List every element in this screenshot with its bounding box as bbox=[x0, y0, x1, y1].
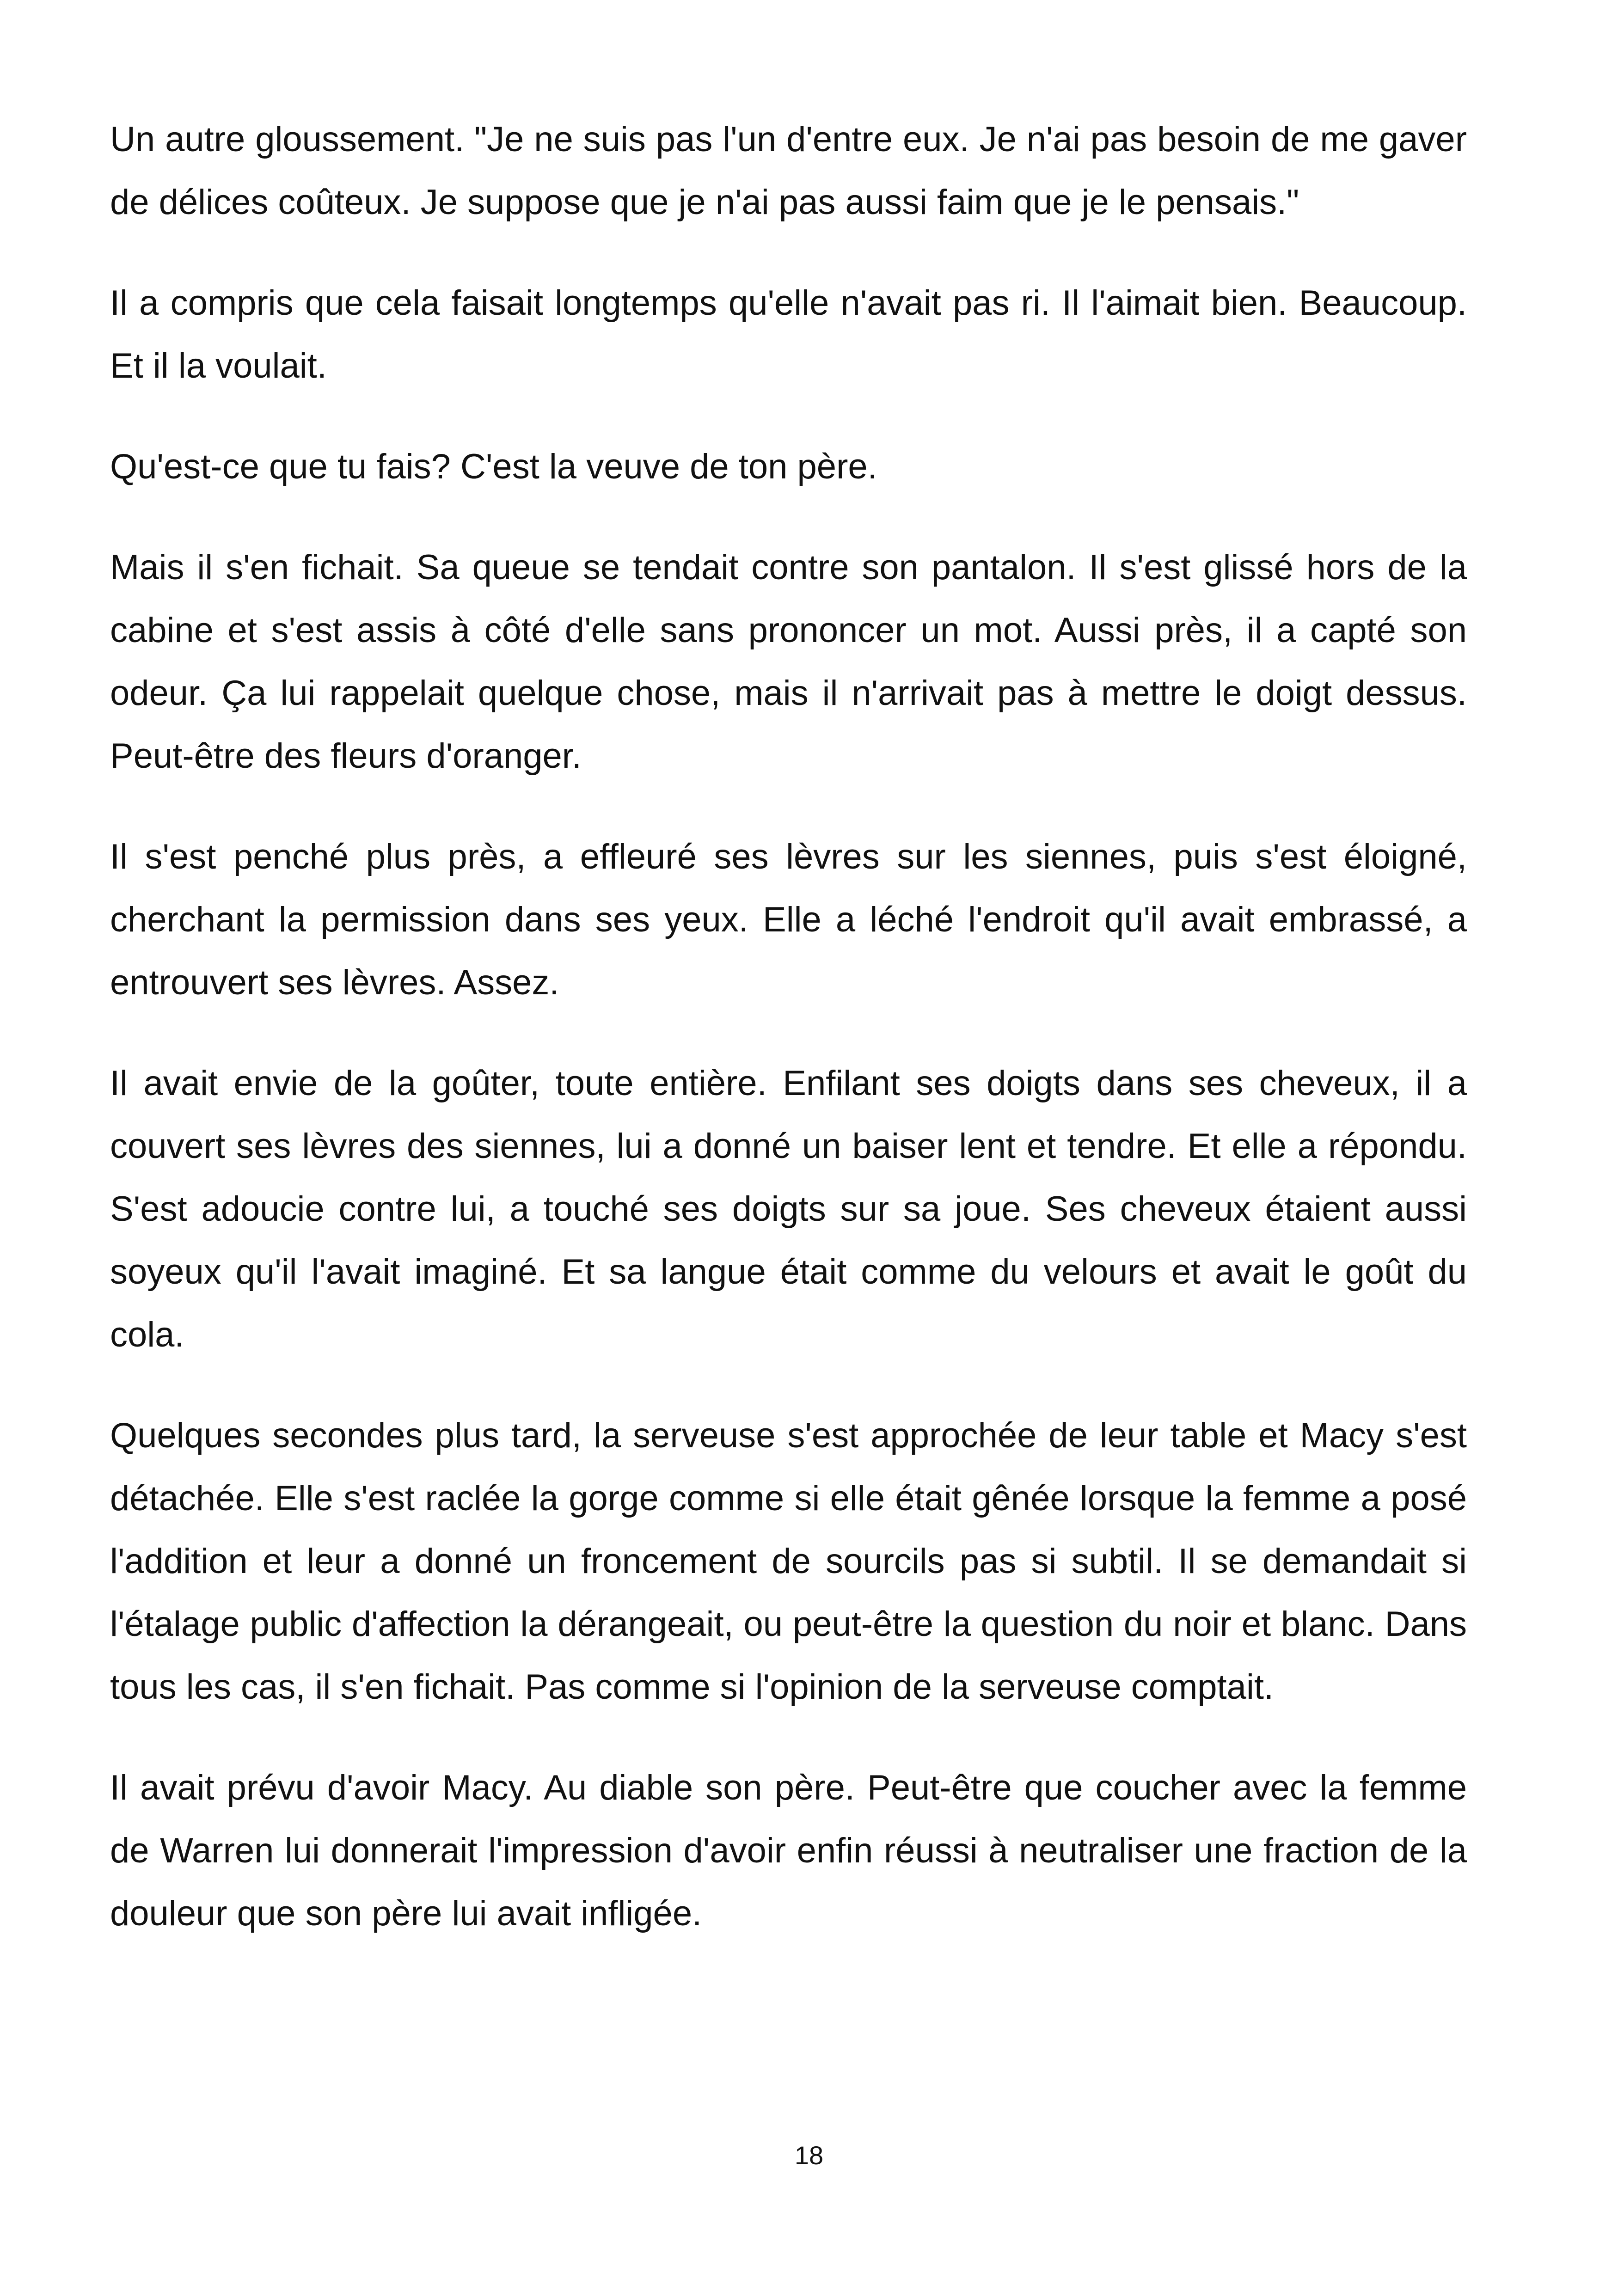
paragraph-4: Mais il s'en fichait. Sa queue se tendait contre son pantalon. Il s'est glissé hors de la cabine et s'est assis à côté d'elle sans prononcer un mot. Aussi près, il a capté son odeur. Ça lui rappelait quelque chose, mais il n'arrivait pas à mettre le doigt dessus. Peut-être des fleurs d'oranger. bbox=[110, 548, 1467, 776]
paragraph-7: Quelques secondes plus tard, la serveuse s'est approchée de leur table et Macy s'est détachée. Elle s'est raclée la gorge comme si elle était gênée lorsque la femme a posé l'addition et leur a donné un froncement de sourcils pas si subtil. Il se demandait si l'étalage public d'affection la dérangeait, ou peut-être la question du noir et blanc. Dans tous les cas, il s'en fichait. Pas comme si l'opinion de la serveuse comptait. bbox=[110, 1416, 1467, 1707]
paragraph-1: Un autre gloussement. "Je ne suis pas l'un d'entre eux. Je n'ai pas besoin de me gaver de délices coûteux. Je suppose que je n'ai pas aussi faim que je le pensais." bbox=[110, 120, 1467, 222]
paragraph-2: Il a compris que cela faisait longtemps qu'elle n'avait pas ri. Il l'aimait bien. Beaucoup. Et il la voulait. bbox=[110, 283, 1467, 386]
paragraph-8: Il avait prévu d'avoir Macy. Au diable son père. Peut-être que coucher avec la femme de Warren lui donnerait l'impression d'avoir enfin réussi à neutraliser une fraction de la douleur que son père lui avait infligée. bbox=[110, 1768, 1467, 1933]
paragraph-3: Qu'est-ce que tu fais? C'est la veuve de ton père. bbox=[110, 447, 877, 486]
page-number: 18 bbox=[794, 2141, 824, 2170]
body-text bbox=[110, 108, 1467, 1945]
paragraph-6: Il avait envie de la goûter, toute entière. Enfilant ses doigts dans ses cheveux, il a couvert ses lèvres des siennes, lui a donné un baiser lent et tendre. Et elle a répondu. S'est adoucie contre lui, a touché ses doigts sur sa joue. Ses cheveux étaient aussi soyeux qu'il l'avait imaginé. Et sa langue était comme du velours et avait le goût du cola. bbox=[110, 1064, 1467, 1354]
paragraph-5: Il s'est penché plus près, a effleuré ses lèvres sur les siennes, puis s'est éloigné, cherchant la permission dans ses yeux. Elle a léché l'endroit qu'il avait embrassé, a entrouvert ses lèvres. Assez. bbox=[110, 837, 1467, 1002]
